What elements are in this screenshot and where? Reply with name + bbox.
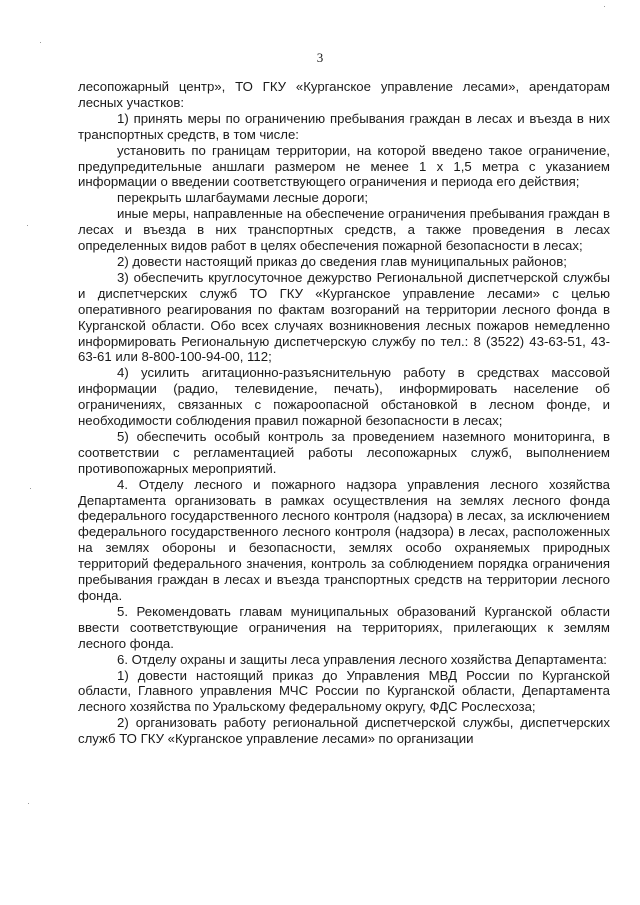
paragraph-section-6-item-2: 2) организовать работу региональной диспетчерской службы, диспетчерских служб ТО ГКУ «Курганское управление лесами» по организации [78, 715, 610, 747]
paragraph-barriers: перекрыть шлагбаумами лесные дороги; [117, 190, 369, 206]
paragraph-item-4: 4) усилить агитационно-разъяснительную работу в средствах массовой информации (радио, телевидение, печать), информировать население об ограничениях, связанных с пожароопасной обстановкой в лесном фонде, и необходимости соблюдения правил пожарной безопасности в лесах; [78, 365, 610, 429]
paragraph-section-4: 4. Отделу лесного и пожарного надзора управления лесного хозяйства Департамента организовать в рамках осуществления на землях лесного фонда федерального государственного лесного контроля (надзора) в лесах, за исключением федерального государственного лесного контроля (надзора) в лесах, расположенных на землях обороны и безопасности, землях особо охраняемых природных территорий федерального значения, контроль за соблюдением порядка ограничения пребывания граждан в лесах и въезда транспортных средств на территории лесного фонда. [78, 476, 610, 603]
scan-speck [30, 488, 31, 489]
scan-speck [604, 6, 605, 7]
paragraph-section-6-item-1: 1) довести настоящий приказ до Управления МВД России по Курганской области, Главного управления МЧС России по Курганской области, Департамента лесного хозяйства по Уральскому федеральному округу, ФДС Рослесхоза; [78, 667, 610, 715]
scan-speck [40, 42, 41, 43]
paragraph-item-2: 2) довести настоящий приказ до сведения глав муниципальных районов; [117, 253, 567, 269]
paragraph-section-5: 5. Рекомендовать главам муниципальных образований Курганской области ввести соответствующие ограничения на территориях, прилегающих к землям лесного фонда. [78, 603, 610, 651]
document-body [78, 79, 610, 747]
paragraph-item-1-restrict-access: 1) принять меры по ограничению пребывания граждан в лесах и въезда в них транспортных средств, в том числе: [78, 110, 610, 142]
scan-speck [27, 225, 28, 226]
page-number: 3 [316, 50, 324, 65]
paragraph-section-6: 6. Отделу охраны и защиты леса управления лесного хозяйства Департамента: [117, 651, 607, 667]
paragraph-item-5: 5) обеспечить особый контроль за проведением наземного мониторинга, в соответствии с регламентацией работы лесопожарных служб, выполнением противопожарных мероприятий. [78, 428, 610, 476]
paragraph-continuation: лесопожарный центр», ТО ГКУ «Курганское управление лесами», арендаторам лесных участков: [78, 79, 610, 110]
scan-speck [28, 803, 29, 804]
paragraph-install-signs: установить по границам территории, на которой введено такое ограничение, предупредительные аншлаги размером не менее 1 х 1,5 метра с указанием информации о введении соответствующего ограничения и периода его действия; [78, 142, 610, 190]
paragraph-other-measures: иные меры, направленные на обеспечение ограничения пребывания граждан в лесах и въезда в них транспортных средств, а также проведения в лесах определенных видов работ в целях обеспечения пожарной безопасности в лесах; [78, 206, 610, 254]
paragraph-item-3: 3) обеспечить круглосуточное дежурство Региональной диспетчерской службы и диспетчерских служб ТО ГКУ «Курганское управление лесами» с целью оперативного реагирования по фактам возгораний на территории лесного фонда в Курганской области. Обо всех случаях возникновения лесных пожаров немедленно информировать Региональную диспетчерскую службу по тел.: 8 (3522) 43-63-51, 43-63-61 или 8-800-100-94-00, 112; [78, 269, 610, 365]
